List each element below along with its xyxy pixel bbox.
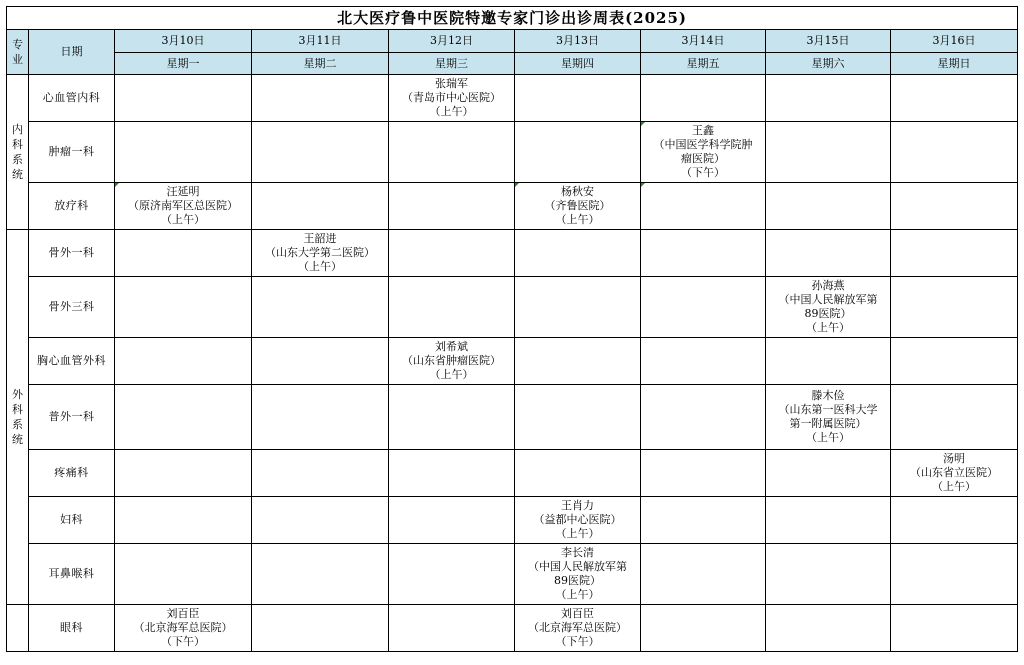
table-row <box>7 605 1018 652</box>
major-internal: 内科系统 <box>7 75 29 230</box>
schedule-cell <box>389 183 515 230</box>
table-row <box>7 122 1018 183</box>
date-header-cell: 3月14日 <box>641 30 766 53</box>
schedule-cell <box>252 122 389 183</box>
department-label: 肿瘤一科 <box>29 122 115 183</box>
schedule-cell <box>252 385 389 450</box>
hospital-name: 第一附属医院） <box>789 417 867 430</box>
schedule-entry <box>389 75 515 122</box>
department-label: 放疗科 <box>29 183 115 230</box>
session-time: （上午） <box>161 213 205 226</box>
hospital-name: （山东大学第二医院） <box>265 246 375 259</box>
schedule-cell <box>766 605 891 652</box>
schedule-cell <box>641 450 766 497</box>
schedule-cell <box>766 183 891 230</box>
session-time: （上午） <box>429 368 474 381</box>
schedule-cell <box>115 122 252 183</box>
session-time: （下午） <box>681 166 725 179</box>
session-time: （上午） <box>806 431 850 444</box>
schedule-sheet <box>6 6 1017 652</box>
session-time: （上午） <box>555 527 600 540</box>
hospital-name: 瘤医院） <box>681 152 725 165</box>
table-row <box>7 75 1018 122</box>
schedule-cell <box>389 122 515 183</box>
comment-marker <box>515 183 519 187</box>
schedule-cell <box>252 605 389 652</box>
table-row <box>7 277 1018 338</box>
department-label: 妇科 <box>29 497 115 544</box>
doctor-name: 王韶进 <box>303 232 337 245</box>
schedule-cell <box>252 497 389 544</box>
schedule-cell <box>389 544 515 605</box>
doctor-name: 汤明 <box>943 452 966 465</box>
hospital-name: （原济南军区总医院） <box>128 199 238 212</box>
schedule-cell <box>115 544 252 605</box>
schedule-cell <box>389 385 515 450</box>
table-row <box>7 183 1018 230</box>
doctor-name: 张瑞军 <box>435 77 468 90</box>
doctor-name: 刘百臣 <box>166 607 200 620</box>
hospital-name: （中国人民解放军第 <box>528 560 627 573</box>
session-time: （上午） <box>298 260 342 273</box>
schedule-cell <box>766 544 891 605</box>
table-row <box>7 544 1018 605</box>
schedule-cell <box>641 385 766 450</box>
doctor-name: 杨秋安 <box>561 185 594 198</box>
hospital-name: （山东省肿瘤医院） <box>402 354 501 367</box>
schedule-cell <box>891 122 1018 183</box>
schedule-entry <box>515 544 641 605</box>
schedule-cell <box>115 338 252 385</box>
schedule-cell <box>766 450 891 497</box>
schedule-entry <box>389 338 515 385</box>
schedule-cell <box>389 605 515 652</box>
table-row <box>7 385 1018 450</box>
schedule-cell <box>891 230 1018 277</box>
hospital-name: 89医院） <box>804 307 852 320</box>
schedule-cell <box>389 497 515 544</box>
schedule-entry <box>891 450 1018 497</box>
hospital-name: （益都中心医院） <box>533 513 622 526</box>
table-row <box>7 497 1018 544</box>
doctor-name: 孙海燕 <box>811 279 845 292</box>
schedule-cell <box>766 75 891 122</box>
hospital-name: （山东省立医院） <box>910 466 999 479</box>
session-time: （下午） <box>555 635 600 648</box>
hospital-name: （齐鲁医院） <box>544 199 611 212</box>
schedule-cell <box>515 277 641 338</box>
schedule-entry <box>766 277 891 338</box>
schedule-cell <box>515 75 641 122</box>
hospital-name: （北京海军总医院） <box>528 621 627 634</box>
schedule-cell <box>641 338 766 385</box>
department-label: 普外一科 <box>29 385 115 450</box>
weekday-header-cell: 星期五 <box>641 53 766 75</box>
schedule-cell <box>115 75 252 122</box>
schedule-cell <box>252 450 389 497</box>
schedule-cell <box>766 230 891 277</box>
comment-marker <box>641 122 645 126</box>
hospital-name: （山东第一医科大学 <box>778 403 878 416</box>
schedule-cell <box>641 277 766 338</box>
schedule-entry <box>115 183 252 230</box>
weekday-header-cell: 星期六 <box>766 53 891 75</box>
schedule-entry <box>515 605 641 652</box>
schedule-cell <box>252 183 389 230</box>
schedule-cell <box>641 497 766 544</box>
schedule-cell <box>641 605 766 652</box>
schedule-cell <box>641 230 766 277</box>
schedule-cell <box>891 277 1018 338</box>
schedule-cell <box>389 230 515 277</box>
major-header: 专业 <box>7 30 29 75</box>
schedule-cell <box>252 544 389 605</box>
schedule-cell <box>891 497 1018 544</box>
schedule-cell <box>115 497 252 544</box>
schedule-entry <box>515 183 641 230</box>
date-header-cell: 3月13日 <box>515 30 641 53</box>
schedule-cell <box>115 230 252 277</box>
department-label: 耳鼻喉科 <box>29 544 115 605</box>
hospital-name: （中国医学科学院肿 <box>653 138 753 151</box>
session-time: （上午） <box>429 105 474 118</box>
date-header-cell: 3月10日 <box>115 30 252 53</box>
hospital-name: （中国人民解放军第 <box>778 293 878 306</box>
comment-marker <box>115 183 119 187</box>
schedule-cell <box>515 122 641 183</box>
schedule-cell <box>891 338 1018 385</box>
schedule-entry <box>115 605 252 652</box>
doctor-name: 刘希斌 <box>435 340 468 353</box>
hospital-name: （青岛市中心医院） <box>402 91 501 104</box>
schedule-cell <box>389 450 515 497</box>
schedule-cell <box>891 605 1018 652</box>
page-title: 北大医疗鲁中医院特邀专家门诊出诊周表(2025) <box>7 7 1018 30</box>
session-time: （下午） <box>161 635 205 648</box>
table-row <box>7 450 1018 497</box>
schedule-cell <box>515 385 641 450</box>
weekday-header-cell: 星期三 <box>389 53 515 75</box>
doctor-name: 李长清 <box>561 546 594 559</box>
weekday-header-cell: 星期二 <box>252 53 389 75</box>
schedule-cell <box>766 338 891 385</box>
date-header: 日期 <box>29 30 115 75</box>
date-header-cell: 3月16日 <box>891 30 1018 53</box>
department-label: 胸心血管外科 <box>29 338 115 385</box>
table-row <box>7 338 1018 385</box>
session-time: （上午） <box>806 321 850 334</box>
schedule-cell <box>891 385 1018 450</box>
department-label: 心血管内科 <box>29 75 115 122</box>
schedule-table <box>6 6 1018 652</box>
schedule-cell <box>115 277 252 338</box>
schedule-cell <box>515 230 641 277</box>
department-label: 眼科 <box>29 605 115 652</box>
weekday-header-cell: 星期一 <box>115 53 252 75</box>
schedule-cell <box>891 183 1018 230</box>
major-surgical: 外科系统 <box>7 230 29 605</box>
hospital-name: 89医院） <box>554 574 601 587</box>
major-empty <box>7 605 29 652</box>
schedule-entry <box>252 230 389 277</box>
schedule-cell <box>766 122 891 183</box>
schedule-cell <box>389 277 515 338</box>
schedule-cell <box>252 75 389 122</box>
schedule-cell <box>766 497 891 544</box>
date-header-cell: 3月11日 <box>252 30 389 53</box>
doctor-name: 汪延明 <box>166 185 200 198</box>
doctor-name: 刘百臣 <box>561 607 594 620</box>
schedule-cell <box>891 75 1018 122</box>
session-time: （上午） <box>932 480 977 493</box>
schedule-entry <box>766 385 891 450</box>
doctor-name: 王肖力 <box>561 499 594 512</box>
schedule-cell <box>891 544 1018 605</box>
doctor-name: 王鑫 <box>692 124 714 137</box>
department-label: 骨外三科 <box>29 277 115 338</box>
department-label: 疼痛科 <box>29 450 115 497</box>
date-header-cell: 3月12日 <box>389 30 515 53</box>
schedule-cell <box>641 544 766 605</box>
weekday-header-cell: 星期日 <box>891 53 1018 75</box>
weekday-header-cell: 星期四 <box>515 53 641 75</box>
schedule-cell <box>515 338 641 385</box>
schedule-cell <box>115 385 252 450</box>
schedule-cell <box>515 450 641 497</box>
schedule-cell <box>641 75 766 122</box>
schedule-entry <box>515 497 641 544</box>
doctor-name: 滕木俭 <box>811 389 845 402</box>
session-time: （上午） <box>555 588 600 601</box>
schedule-cell <box>252 338 389 385</box>
department-label: 骨外一科 <box>29 230 115 277</box>
comment-marker <box>641 183 645 187</box>
schedule-cell <box>115 450 252 497</box>
session-time: （上午） <box>555 213 600 226</box>
date-header-cell: 3月15日 <box>766 30 891 53</box>
schedule-cell <box>252 277 389 338</box>
hospital-name: （北京海军总医院） <box>133 621 233 634</box>
table-row <box>7 230 1018 277</box>
schedule-cell <box>641 183 766 230</box>
schedule-entry <box>641 122 766 183</box>
